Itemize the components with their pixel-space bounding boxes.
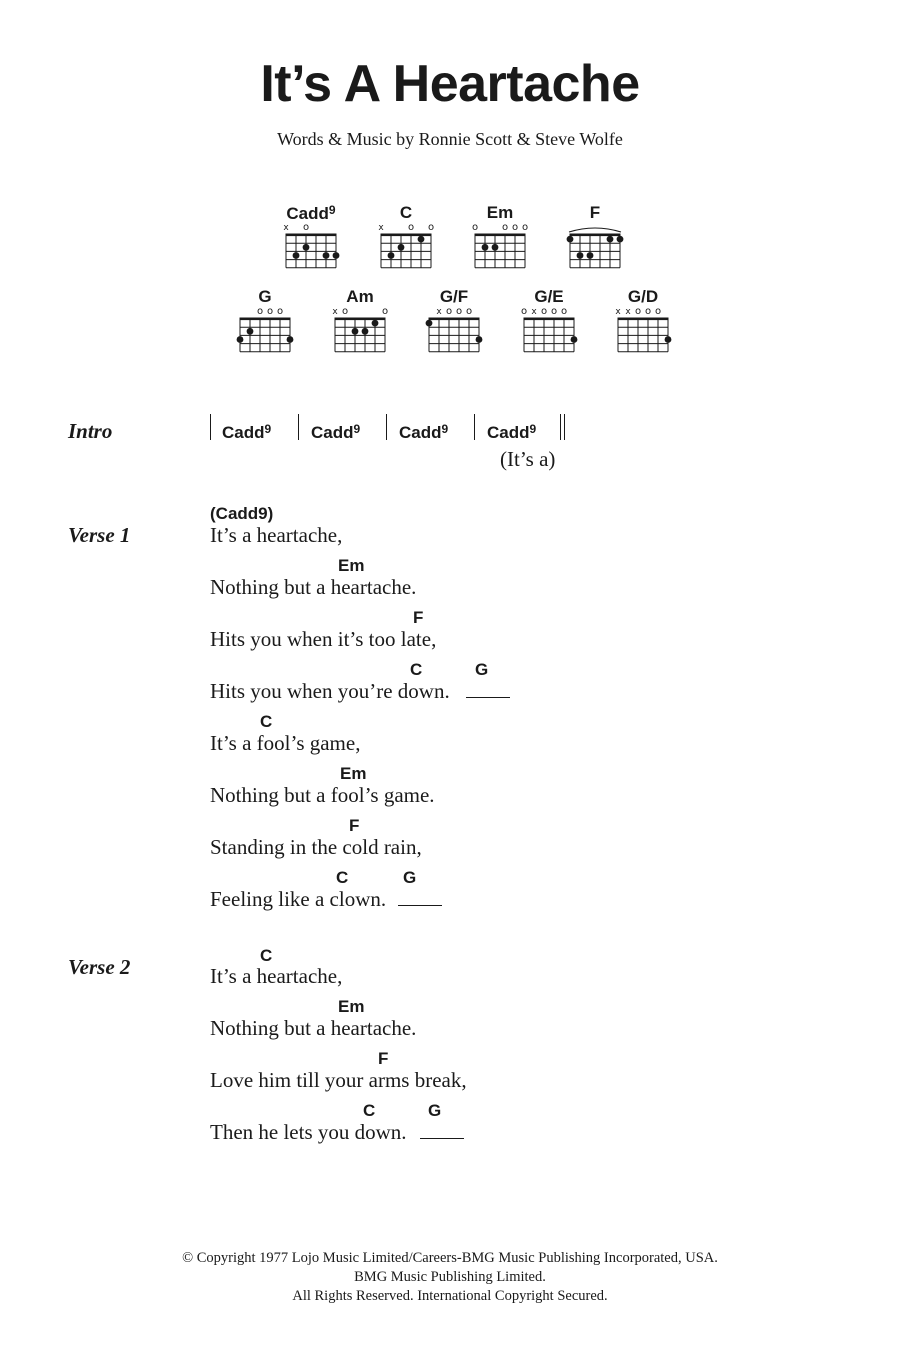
song-title: It’s A Heartache (260, 55, 640, 113)
finger-dot (665, 336, 672, 343)
lyric-line: Hits you when it’s too late, (210, 627, 437, 651)
open-string-marker: o (634, 306, 642, 317)
finger-dot (372, 320, 379, 327)
finger-dot (418, 236, 425, 243)
finger-dot (247, 328, 254, 335)
song-credit: Words & Music by Ronnie Scott & Steve Wolfe (277, 129, 623, 149)
muted-string-marker: x (531, 307, 537, 317)
nut (429, 318, 480, 321)
finger-dot (293, 252, 300, 259)
bar-line (210, 414, 211, 440)
chord-symbol: C (410, 660, 423, 679)
copyright-line: BMG Music Publishing Limited. (354, 1269, 546, 1285)
chord-symbol: G (428, 1101, 442, 1120)
intro-chord: Cadd$^9$ (487, 422, 537, 442)
finger-dot (333, 252, 340, 259)
chord-symbol: C (336, 868, 349, 887)
chord-diagram (418, 288, 490, 368)
finger-dot (237, 336, 244, 343)
bar-line (386, 414, 387, 440)
chord-diagram (324, 288, 396, 368)
chord-grid (607, 288, 679, 368)
double-bar-line (564, 414, 565, 440)
finger-dot (388, 252, 395, 259)
chord-diagram (559, 204, 631, 284)
chord-symbol: C (363, 1101, 376, 1120)
chord-diagram-name: G (258, 287, 272, 306)
muted-string-marker: x (332, 307, 338, 317)
finger-dot (607, 236, 614, 243)
section-label-verse-1: Verse 1 (68, 523, 131, 547)
finger-dot (323, 252, 330, 259)
open-string-marker: o (465, 306, 473, 317)
finger-dot (362, 328, 369, 335)
open-string-marker: o (427, 222, 435, 233)
lyric-line: Then he lets you down. (210, 1120, 407, 1144)
muted-string-marker: x (625, 307, 631, 317)
finger-dot (352, 328, 359, 335)
chord-diagram (464, 204, 536, 284)
lyric-line: It’s a heartache, (210, 523, 343, 547)
lyric-line: It’s a heartache, (210, 964, 343, 988)
section-label-intro: Intro (68, 419, 113, 443)
section-label-verse-2: Verse 2 (68, 955, 131, 979)
open-string-marker: o (276, 306, 284, 317)
chord-grid (464, 204, 536, 284)
nut (618, 318, 669, 321)
chord-grid (229, 288, 301, 368)
muted-string-marker: x (436, 307, 442, 317)
intro-chord: Cadd$^9$ (222, 422, 272, 442)
nut (570, 234, 621, 237)
muted-string-marker: x (615, 307, 621, 317)
open-string-marker: o (302, 222, 310, 233)
muted-string-marker: x (283, 223, 289, 233)
finger-dot (398, 244, 405, 251)
lyric-line: Love him till your arms break, (210, 1068, 467, 1092)
copyright-line: All Rights Reserved. International Copyright Secured. (292, 1288, 608, 1304)
bar-line (298, 414, 299, 440)
chord-symbol: F (349, 816, 360, 835)
open-string-marker: o (445, 306, 453, 317)
open-string-marker: o (550, 306, 558, 317)
chord-symbol: G (403, 868, 417, 887)
chord-diagram-name: Cadd$^9$ (286, 203, 336, 223)
finger-dot (567, 236, 574, 243)
chord-diagram (370, 204, 442, 284)
finger-dot (476, 336, 483, 343)
nut (335, 318, 386, 321)
nut (286, 234, 337, 237)
open-string-marker: o (256, 306, 264, 317)
intro-chord: Cadd$^9$ (311, 422, 361, 442)
hold-line (398, 905, 442, 906)
finger-dot (482, 244, 489, 251)
chord-symbol: Em (338, 556, 365, 575)
chord-symbol: F (413, 608, 424, 627)
open-string-marker: o (407, 222, 415, 233)
nut (381, 234, 432, 237)
chord-diagram-name: Em (486, 203, 514, 222)
intro-chord: Cadd$^9$ (399, 422, 449, 442)
finger-dot (287, 336, 294, 343)
chord-grid (275, 204, 347, 284)
finger-dot (492, 244, 499, 251)
chord-diagram (275, 204, 347, 284)
chord-symbol: Em (340, 764, 367, 783)
lyric-line: It’s a fool’s game, (210, 731, 361, 755)
open-string-marker: o (455, 306, 463, 317)
hold-line (466, 697, 510, 698)
open-string-marker: o (471, 222, 479, 233)
chord-symbol: F (378, 1049, 389, 1068)
barre-arc (569, 228, 621, 232)
chord-symbol: Em (338, 997, 365, 1016)
lyric-line: Hits you when you’re down. (210, 679, 450, 703)
chord-diagram (229, 288, 301, 368)
chord-grid (418, 288, 490, 368)
chord-diagram-name: F (589, 203, 601, 222)
finger-dot (577, 252, 584, 259)
chord-diagram-name: G/E (534, 287, 564, 306)
hold-line (420, 1138, 464, 1139)
chord-symbol: C (260, 946, 273, 965)
chord-diagram (513, 288, 585, 368)
chord-diagram-name: G/F (439, 287, 469, 306)
open-string-marker: o (266, 306, 274, 317)
open-string-marker: o (520, 306, 528, 317)
open-string-marker: o (644, 306, 652, 317)
copyright-line: © Copyright 1977 Lojo Music Limited/Careers-BMG Music Publishing Incorporated, USA. (182, 1250, 718, 1266)
nut (475, 234, 526, 237)
open-string-marker: o (560, 306, 568, 317)
open-string-marker: o (381, 306, 389, 317)
chord-symbol: C (260, 712, 273, 731)
chord-diagram-name: Am (346, 287, 374, 306)
chord-diagram-name: C (399, 203, 413, 222)
open-string-marker: o (511, 222, 519, 233)
chord-symbol: G (475, 660, 489, 679)
open-string-marker: o (501, 222, 509, 233)
chord-grid (370, 204, 442, 284)
lyric-line: Nothing but a fool’s game. (210, 783, 435, 807)
lyric-line: Feeling like a clown. (210, 887, 387, 911)
lyric-line: Standing in the cold rain, (210, 835, 422, 859)
lyric-line: Nothing but a heartache. (210, 575, 417, 599)
chord-diagram (607, 288, 679, 368)
chord-diagram-name: G/D (627, 287, 659, 306)
muted-string-marker: x (378, 223, 384, 233)
chord-grid (324, 288, 396, 368)
bar-line (474, 414, 475, 440)
nut (240, 318, 291, 321)
intro-pickup-lyric: (It’s a) (500, 447, 556, 471)
nut (524, 318, 575, 321)
finger-dot (426, 320, 433, 327)
finger-dot (303, 244, 310, 251)
lyric-line: Nothing but a heartache. (210, 1016, 417, 1040)
open-string-marker: o (341, 306, 349, 317)
chord-grid (559, 204, 631, 284)
open-string-marker: o (521, 222, 529, 233)
open-string-marker: o (654, 306, 662, 317)
finger-dot (587, 252, 594, 259)
chord-grid (513, 288, 585, 368)
open-string-marker: o (540, 306, 548, 317)
finger-dot (571, 336, 578, 343)
chord-symbol: (Cadd9) (210, 504, 274, 523)
finger-dot (617, 236, 624, 243)
double-bar-line (560, 414, 561, 440)
